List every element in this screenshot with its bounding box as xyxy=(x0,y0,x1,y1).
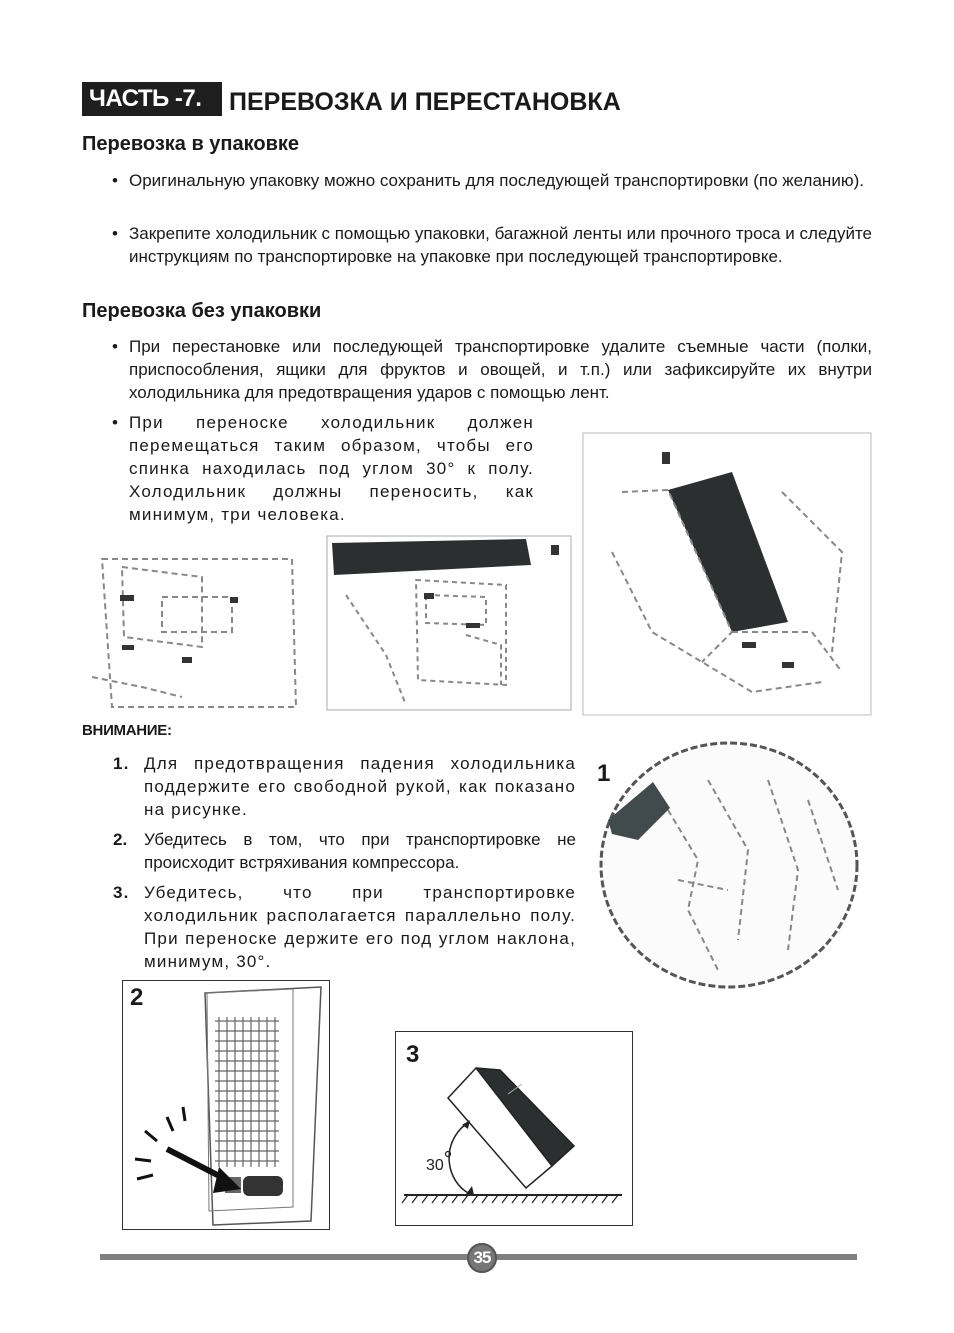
list-item: • Оригинальную упаковку можно сохранить для последующей транспортировки (по желанию). xyxy=(112,171,864,190)
list-item: 1. Для предотвращения падения холодильника поддержите его свободной рукой, как показано на рисунке. xyxy=(113,754,576,819)
section-heading-packaged: Перевозка в упаковке xyxy=(82,133,300,155)
page-number: 35 xyxy=(467,1243,497,1273)
list-item: 3. Убедитесь, что при транспортировке холодильник располагается параллельно полу. При переноске держите его под углом наклона, минимум, 30°. xyxy=(113,883,576,971)
list-item: • Закрепите холодильник с помощью упаковки, багажной ленты или прочного троса и следуйте инструкциям по транспортировке на упаковке при последующей транспортировке. xyxy=(112,224,872,266)
figure-3-tilt-angle xyxy=(396,1032,630,1223)
angle-label: 30 xyxy=(426,1157,444,1174)
page-title: ПЕРЕВОЗКА И ПЕРЕСТАНОВКА xyxy=(229,88,621,116)
bullet-icon: • xyxy=(112,224,118,243)
carry-illustration-right xyxy=(582,432,872,716)
list-item: • При переноске холодильник должен перемещаться таким образом, чтобы его спинка находилась под углом 30° к полу. Холодильник должны переносить, как минимум, три человека. xyxy=(112,413,534,524)
attention-heading: ВНИМАНИЕ: xyxy=(82,722,172,739)
bullet-icon: • xyxy=(112,337,118,356)
bullet-icon: • xyxy=(112,413,120,432)
bullet-icon: • xyxy=(112,171,118,190)
section-heading-unpackaged: Перевозка без упаковки xyxy=(82,300,322,322)
part-label: ЧАСТЬ -7. xyxy=(82,82,222,116)
figure-label-3: 3 xyxy=(406,1041,420,1068)
figure-2-compressor xyxy=(123,981,327,1227)
figure-label-2: 2 xyxy=(130,984,144,1011)
carry-illustration-left xyxy=(82,537,300,717)
figure-1-support-hand xyxy=(598,740,860,990)
carry-illustration-middle xyxy=(326,535,572,711)
list-item: • При перестановке или последующей транспортировке удалите съемные части (полки, приспособления, ящики для фруктов и овощей, и т.п.) или зафиксируйте их внутри холодильника для предотвращения ударов с помощью лент. xyxy=(112,337,872,402)
list-item: 2. Убедитесь в том, что при транспортировке не происходит встряхивания компрессора. xyxy=(113,830,576,872)
figure-label-1: 1 xyxy=(597,760,611,787)
